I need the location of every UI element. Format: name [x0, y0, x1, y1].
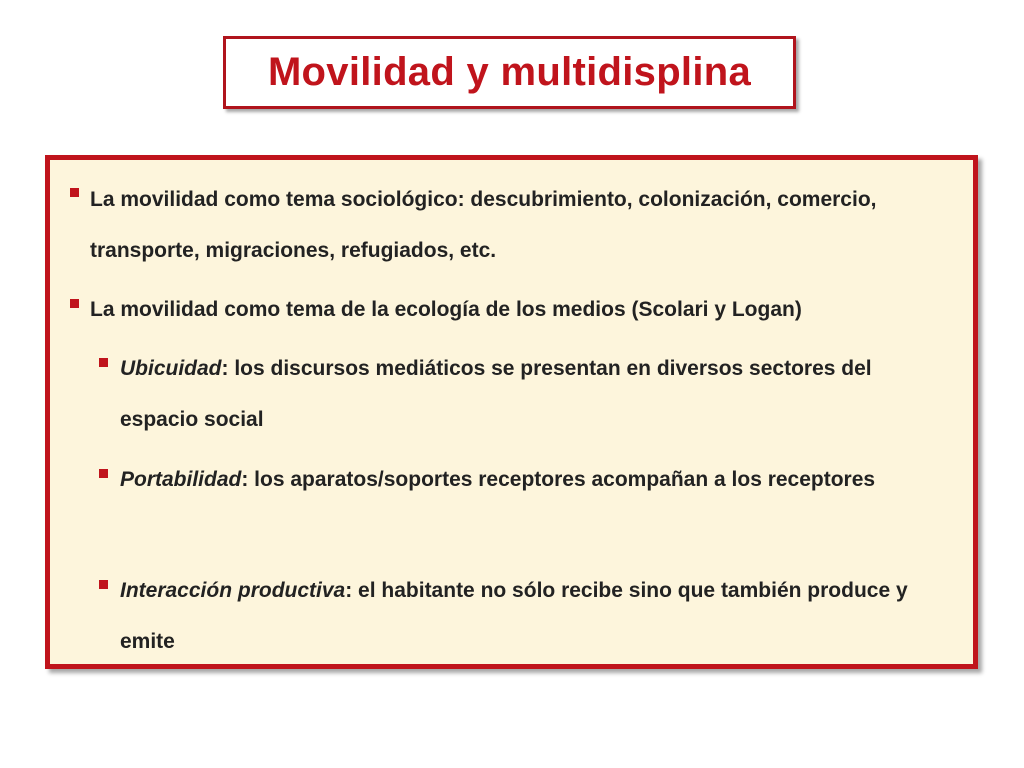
square-bullet-icon — [99, 469, 108, 478]
bullet-text: : los discursos mediáticos se presentan en diversos sectores del espacio social — [120, 357, 872, 431]
square-bullet-icon — [70, 188, 79, 197]
bullet-term: Portabilidad — [120, 468, 242, 491]
bullet-text: La movilidad como tema sociológico: descubrimiento, colonización, comercio, transporte, migraciones, refugiados, etc. — [90, 188, 877, 262]
bullet-term: Ubicuidad — [120, 357, 222, 380]
content-panel — [45, 155, 978, 669]
square-bullet-icon — [99, 580, 108, 589]
sub-bullet-item-interaccion — [120, 565, 950, 667]
slide-title: Movilidad y multidisplina — [267, 50, 752, 94]
bullet-item-sociological — [90, 174, 940, 276]
sub-bullet-item-portabilidad — [120, 454, 910, 505]
bullet-text: : los aparatos/soportes receptores acompañan a los receptores — [241, 468, 876, 491]
slide-title-box — [223, 36, 796, 109]
square-bullet-icon — [99, 358, 108, 367]
bullet-text: : el habitante no sólo recibe sino que también produce y emite — [120, 579, 908, 653]
bullet-item-media-ecology — [90, 284, 960, 335]
square-bullet-icon — [70, 299, 79, 308]
sub-bullet-item-ubicuidad — [120, 343, 950, 445]
bullet-term: Interacción productiva — [120, 579, 346, 602]
bullet-text: La movilidad como tema de la ecología de los medios (Scolari y Logan) — [90, 298, 802, 321]
